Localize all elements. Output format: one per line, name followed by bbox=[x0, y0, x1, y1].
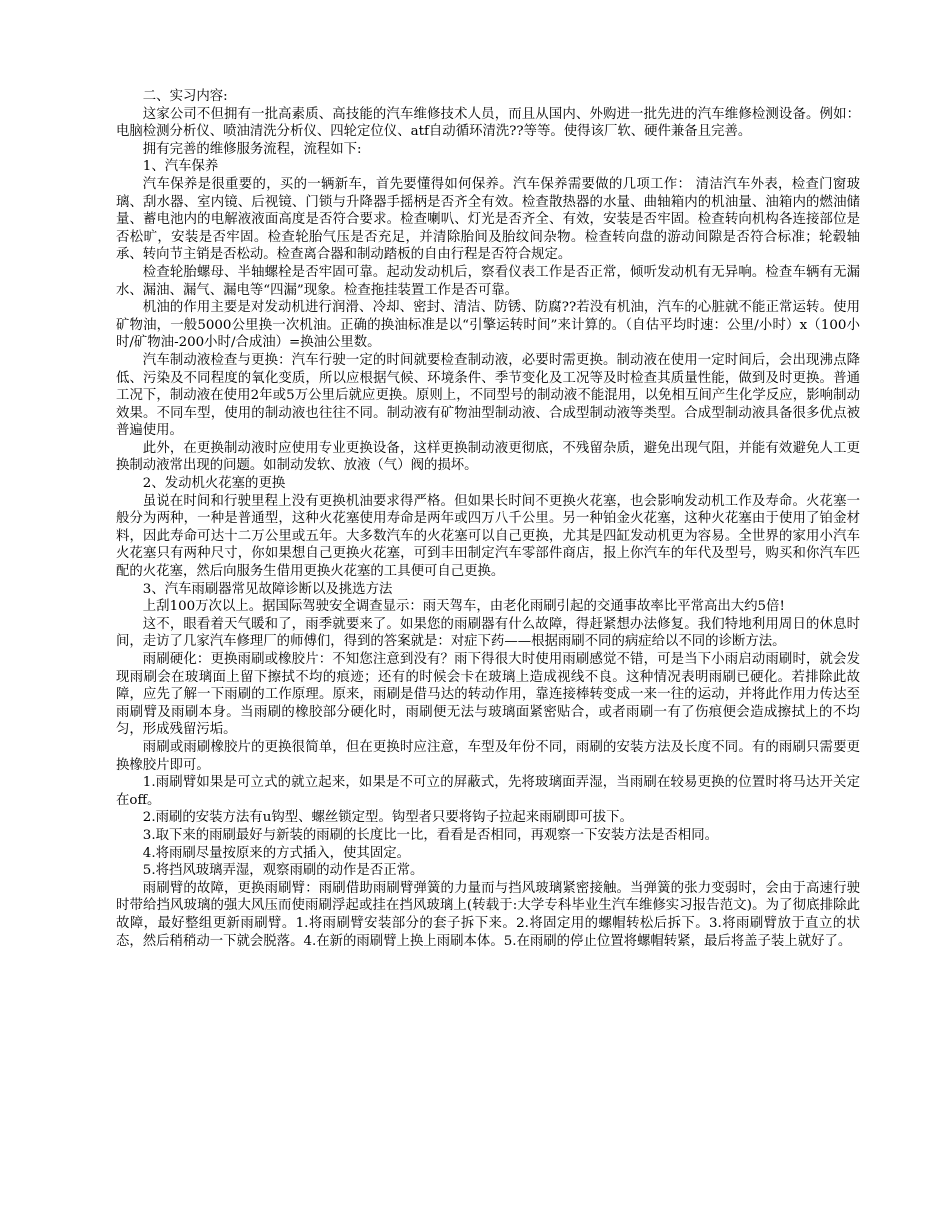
list-item-step-3: 3.取下来的雨刷最好与新装的雨刷的长度比一比，看看是否相同，再观察一下安装方法是否相同。 bbox=[142, 827, 718, 843]
subheading-spark-plug: 2、发动机火花塞的更换 bbox=[142, 476, 286, 492]
document-body bbox=[116, 88, 860, 950]
paragraph-service-flow-intro: 拥有完善的维修服务流程，流程如下: bbox=[142, 141, 362, 157]
paragraph-wiper-hardening: 雨刷硬化：更换雨刷或橡胶片：不知您注意到没有？雨下得很大时使用雨刷感觉不错，可是当下小雨启动雨刷时，就会发现雨刷会在玻璃面上留下擦拭不均的痕迹；还有的时候会卡在玻璃上造成视线不良。这种情况表明雨刷已硬化。若排除此故障，应先了解一下雨刷的工作原理。原来，雨刷是借马达的转动作用，靠连接棒转变成一来一往的运动，并将此作用力传达至雨刷臂及雨刷本身。当雨刷的橡胶部分硬化时，雨刷便无法与玻璃面紧密贴合，或者雨刷一有了伤痕便会造成擦拭上的不均匀，形成残留污垢。 bbox=[116, 652, 860, 738]
subheading-wiper: 3、汽车雨刷器常见故障诊断以及挑选方法 bbox=[142, 581, 393, 597]
paragraph-brake-fluid-equipment: 此外，在更换制动液时应使用专业更换设备，这样更换制动液更彻底，不残留杂质，避免出现气阻，并能有效避免人工更换制动液常出现的问题。如制动发软、放液（气）阀的损坏。 bbox=[116, 440, 860, 474]
section-heading-internship-content: 二、实习内容: bbox=[142, 89, 228, 104]
paragraph-wiper-arm: 雨刷臂的故障，更换雨刷臂：雨刷借助雨刷臂弹簧的力量而与挡风玻璃紧密接触。当弹簧的张力变弱时，会由于高速行驶时带给挡风玻璃的强大风压而使雨刷浮起或挂在挡风玻璃上(转载于:大学专科毕业生汽车维修实习报告范文)。为了彻底排除此故障，最好整组更新雨刷臂。1.将雨刷臂安装部分的套子拆下来。2.将固定用的螺帽转松后拆下。3.将雨刷臂放于直立的状态，然后稍稍动一下就会脱落。4.在新的雨刷臂上换上雨刷本体。5.在雨刷的停止位置将螺帽转紧，最后将盖子装上就好了。 bbox=[116, 880, 860, 949]
list-item-step-1: 1.雨刷臂如果是可立式的就立起来，如果是不可立的屏蔽式，先将玻璃面弄湿，当雨刷在较易更换的位置时将马达开关定在off。 bbox=[116, 775, 860, 808]
list-item-step-5: 5.将挡风玻璃弄湿，观察雨刷的动作是否正常。 bbox=[142, 863, 424, 879]
paragraph-spark-plug: 虽说在时间和行驶里程上没有更换机油要求得严格。但如果长时间不更换火花塞，也会影响发动机工作及寿命。火花塞一般分为两种，一种是普通型，这种火花塞使用寿命是两年或四万八千公里。另一种铂金火花塞，这种火花塞由于使用了铂金材料，因此寿命可达十二万公里或五年。大多数汽车的火花塞可以自己更换，尤其是四缸发动机更为容易。全世界的家用小汽车火花塞只有两种尺寸，你如果想自己更换火花塞，可到丰田制定汽车零部件商店，报上你汽车的年代及型号，购买和你汽车匹配的火花塞，然后向服务生借用更换火花塞的工具便可自己更换。 bbox=[116, 493, 860, 580]
paragraph-tire-nut-check: 检查轮胎螺母、半轴螺栓是否牢固可靠。起动发动机后，察看仪表工作是否正常，倾听发动机有无异响。检查车辆有无漏水、漏油、漏气、漏电等“四漏”现象。检查拖挂装置工作是否可靠。 bbox=[116, 264, 860, 298]
list-item-step-4: 4.将雨刷尽量按原来的方式插入，使其固定。 bbox=[142, 845, 410, 861]
paragraph-wiper-replacement: 雨刷或雨刷橡胶片的更换很简单，但在更换时应注意，车型及年份不同，雨刷的安装方法及长度不同。有的雨刷只需要更换橡胶片即可。 bbox=[116, 739, 860, 773]
list-item-step-2: 2.雨刷的安装方法有u钩型、螺丝锁定型。钩型者只要将钩子拉起来雨刷即可拔下。 bbox=[142, 810, 633, 826]
paragraph-engine-oil: 机油的作用主要是对发动机进行润滑、冷却、密封、清洁、防锈、防腐??若没有机油，汽车的心脏就不能正常运转。使用矿物油，一般5000公里换一次机油。正确的换油标准是以“引擎运转时间”来计算的。（自估平均时速：公里/小时）x（100小时/矿物油-200小时/合成油）=换油公里数。 bbox=[116, 300, 860, 351]
subheading-car-maintenance: 1、汽车保养 bbox=[142, 159, 219, 175]
paragraph-brake-fluid: 汽车制动液检查与更换：汽车行驶一定的时间就要检查制动液，必要时需更换。制动液在使用一定时间后，会出现沸点降低、污染及不同程度的氧化变质，所以应根据气候、环境条件、季节变化及工况等及时检查其质量性能，做到及时更换。普通工况下，制动液在使用2年或5万公里后就应更换。原则上，不同型号的制动液不能混用，以免相互间产生化学反应，影响制动效果。不同车型，使用的制动液也往往不同。制动液有矿物油型制动液、合成型制动液等类型。合成型制动液具备很多优点被普遍使用。 bbox=[116, 352, 860, 439]
paragraph-maintenance-checks: 汽车保养是很重要的，买的一辆新车，首先要懂得如何保养。汽车保养需要做的几项工作： 清洁汽车外表，检查门窗玻璃、刮水器、室内镜、后视镜、门锁与升降器手摇柄是否齐全有效。检查散热器的水量、曲轴箱内的机油量、油箱内的燃油储量、蓄电池内的电解液液面高度是否符合要求。检查喇叭、灯光是否齐全、有效，安装是否牢固。检查转向机构各连接部位是否松旷，安装是否牢固。检查轮胎气压是否充足，并清除胎间及胎纹间杂物。检查转向盘的游动间隙是否符合标准；轮毂轴承、转向节主销是否松动。检查离合器和制动踏板的自由行程是否符合规定。 bbox=[116, 176, 860, 263]
paragraph-wiper-statistics: 上刮100万次以上。据国际驾驶安全调查显示：雨天驾车，由老化雨刷引起的交通事故率比平常高出大约5倍! bbox=[142, 599, 785, 615]
paragraph-wiper-season: 这不，眼看着天气暖和了，雨季就要来了。如果您的雨刷器有什么故障，得赶紧想办法修复。我们特地利用周日的休息时间，走访了几家汽车修理厂的师傅们，得到的答案就是：对症下药——根据雨刷不同的病症给以不同的诊断方法。 bbox=[116, 616, 860, 650]
paragraph-company-equipment: 这家公司不但拥有一批高素质、高技能的汽车维修技术人员，而且从国内、外购进一批先进的汽车维修检测设备。例如：电脑检测分析仪、喷油清洗分析仪、四轮定位仪、atf自动循环清洗??等等。使得该厂软、硬件兼备且完善。 bbox=[116, 106, 860, 140]
